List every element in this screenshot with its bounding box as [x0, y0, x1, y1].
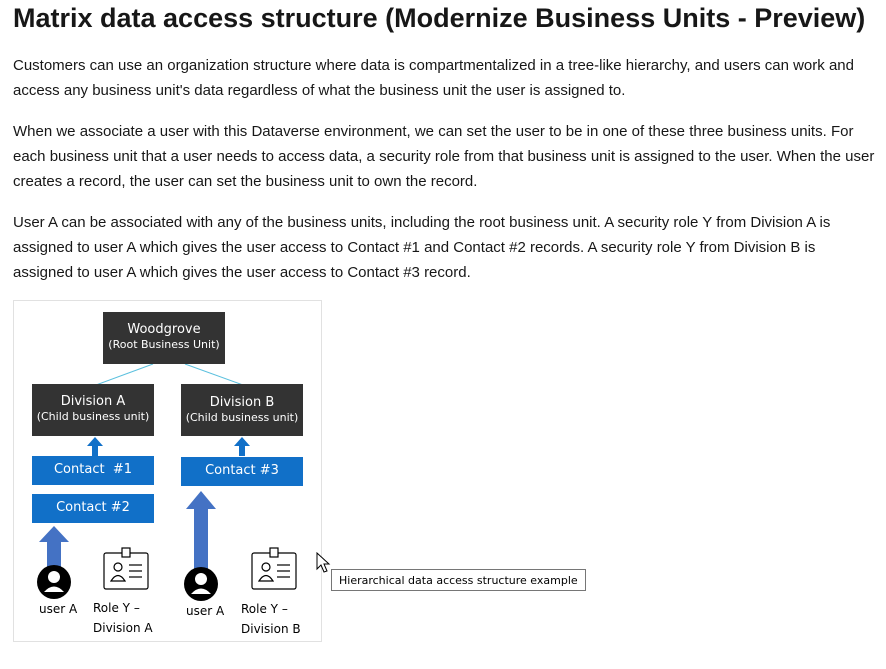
contact-1-box: Contact #1 — [32, 456, 154, 485]
division-a-sub: (Child business unit) — [36, 410, 150, 423]
root-business-unit-box — [103, 312, 225, 364]
root-business-unit-sub: (Root Business Unit) — [108, 338, 220, 351]
arrow-user-to-contact2 — [39, 526, 69, 569]
contact-3-box: Contact #3 — [181, 457, 303, 486]
division-b-name: Division B — [209, 395, 275, 410]
user-a-label-left: user A — [39, 602, 78, 616]
paragraph-example: User A can be associated with any of the business units, including the root business unit. A security role Y from Division A is assigned to user A which gives the user access to Contact #1 and Contact #2 records. A security role Y from Division B is assigned to user A which gives the user access to Contact #3 record. — [13, 214, 831, 281]
arrow-contact3-to-division-b — [234, 437, 250, 456]
mouse-pointer-icon — [316, 552, 332, 574]
division-a-name: Division A — [60, 394, 126, 409]
hierarchy-diagram[interactable] — [13, 300, 322, 642]
paragraph-association: When we associate a user with this Dataverse environment, we can set the user to be in one of these three business units. For each business unit that a user needs to access data, a security role from that business unit is assigned to the user. When the user creates a record, the user can set the business unit to own the record. — [13, 123, 875, 190]
id-badge-icon — [104, 548, 148, 589]
arrow-contact1-to-division-a — [87, 437, 103, 456]
division-b-sub: (Child business unit) — [185, 411, 299, 424]
user-icon — [184, 567, 218, 601]
user-icon — [37, 565, 71, 599]
division-b-box — [181, 384, 303, 436]
user-a-label-right: user A — [186, 604, 225, 618]
paragraph-intro: Customers can use an organization structure where data is compartmentalized in a tree-like hierarchy, and users can work and access any business unit's data regardless of what the business unit the user is assigned to. — [13, 57, 854, 99]
root-business-unit-name: Woodgrove — [127, 322, 201, 337]
image-tooltip: Hierarchical data access structure example — [331, 569, 586, 591]
page-title: Matrix data access structure (Modernize Business Units - Preview) — [13, 3, 866, 33]
connector-line-b — [185, 364, 243, 385]
division-a-box — [32, 384, 154, 436]
role-a-label-line2: Division A — [93, 621, 153, 635]
role-a-label-line1: Role Y – — [93, 601, 140, 615]
connector-line-a — [96, 364, 153, 385]
role-b-label-line1: Role Y – — [241, 602, 288, 616]
contact-2-box: Contact #2 — [32, 494, 154, 523]
arrow-user-to-contact3 — [186, 491, 216, 569]
id-badge-icon — [252, 548, 296, 589]
role-b-label-line2: Division B — [241, 622, 301, 636]
